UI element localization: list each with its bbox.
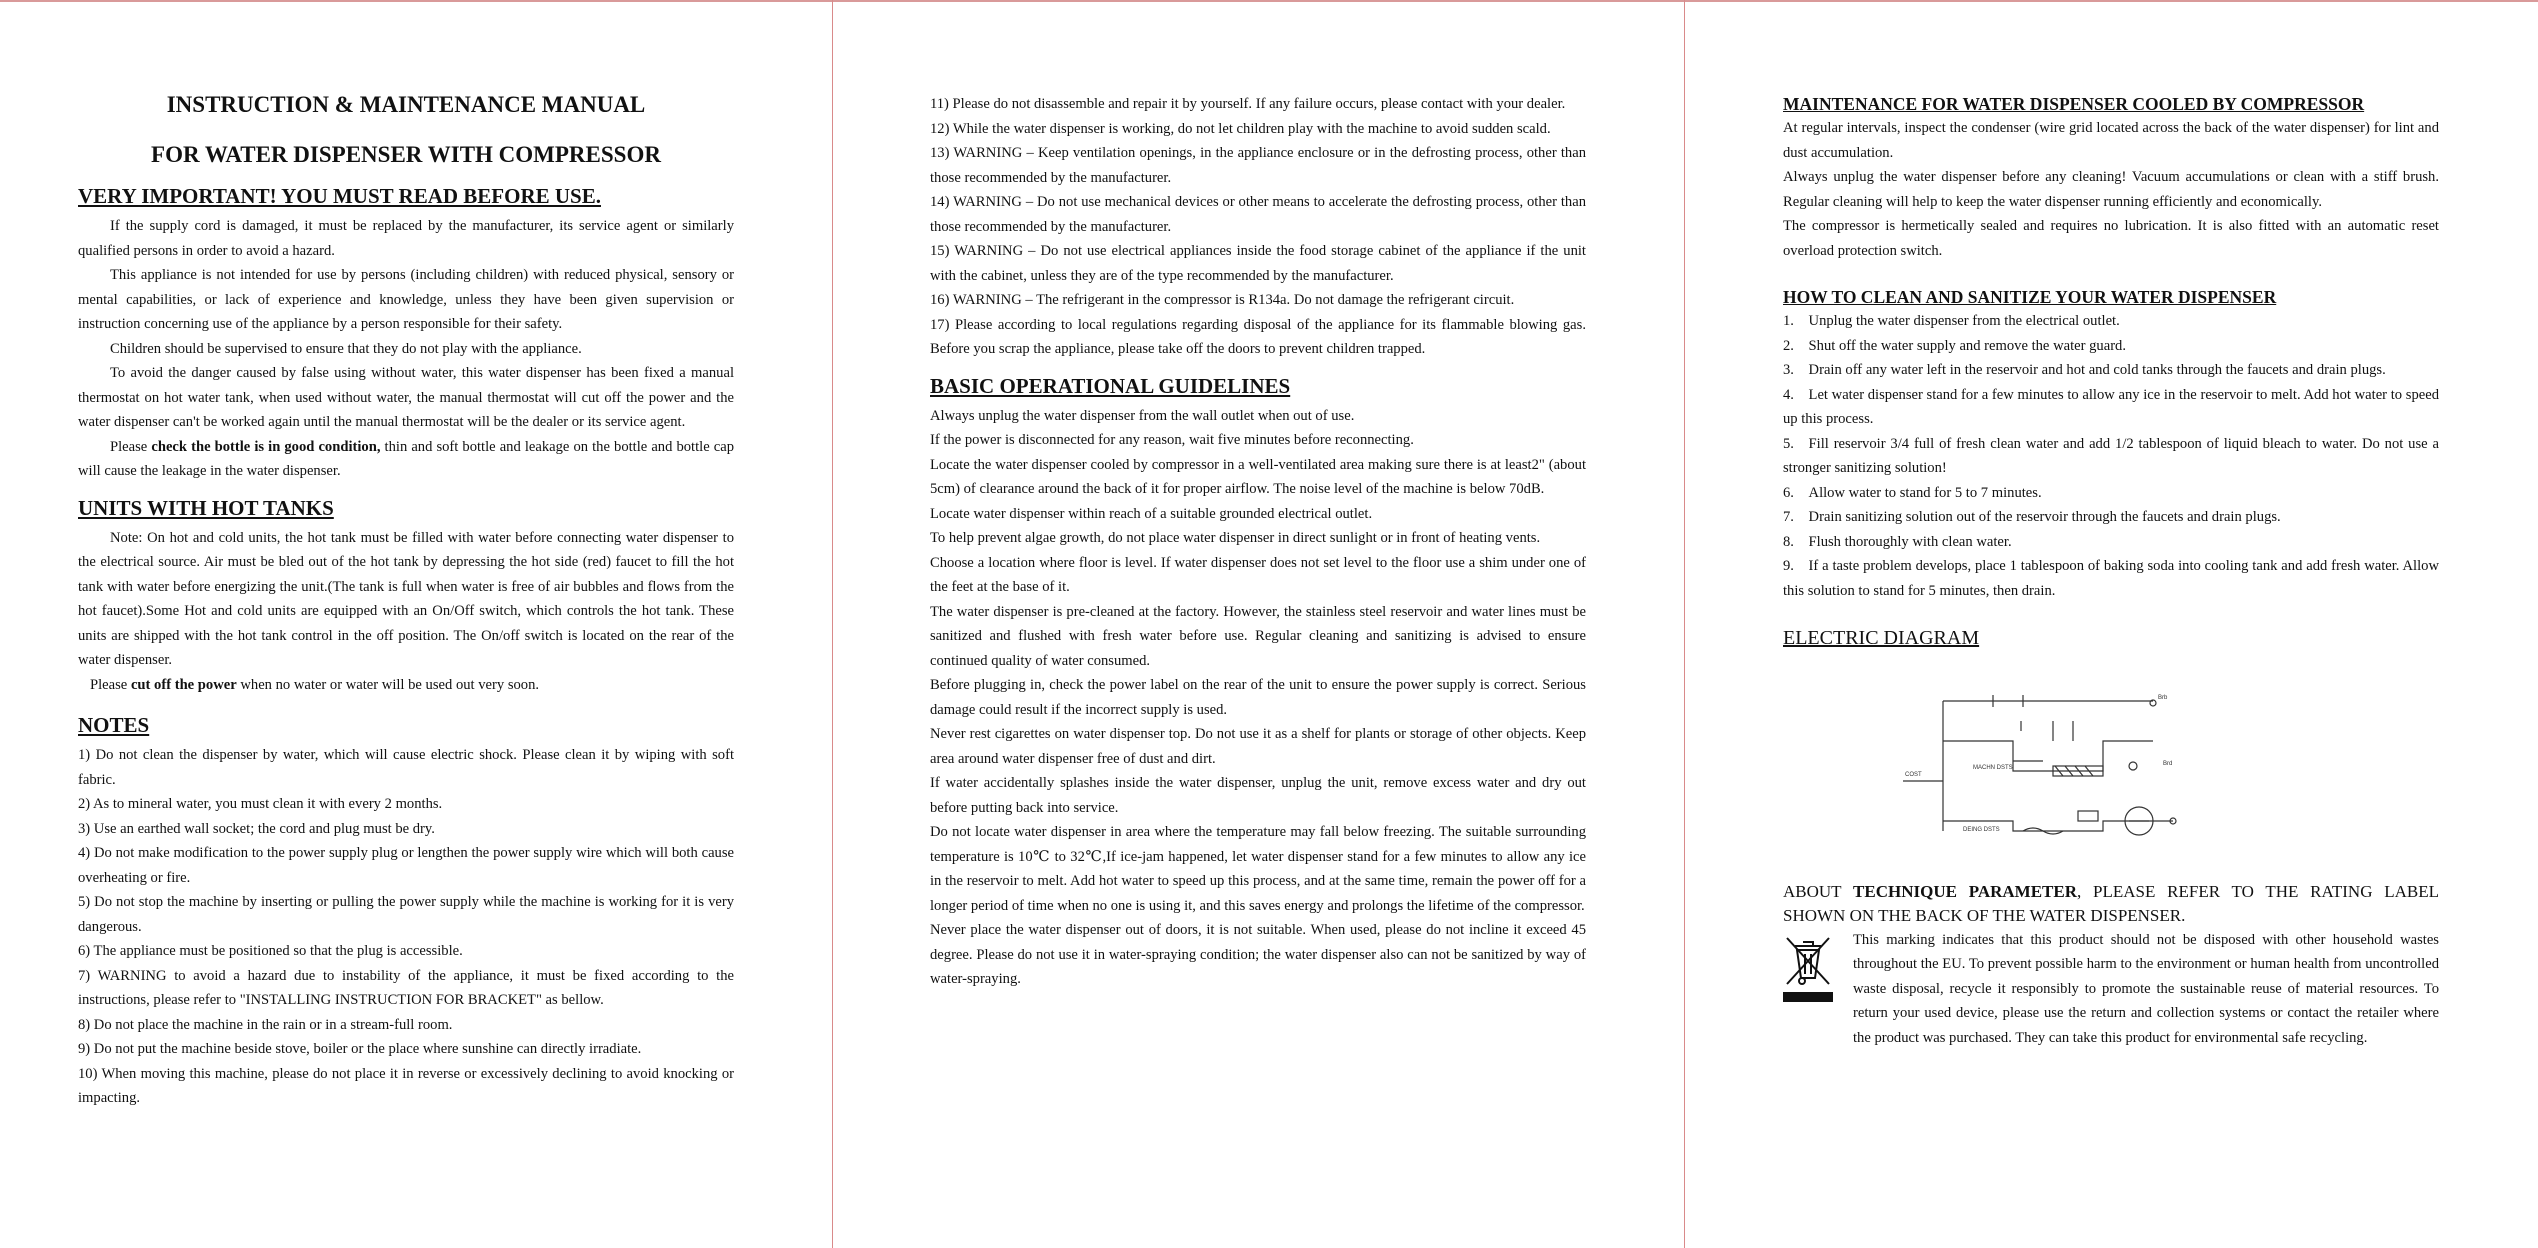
weee-text: This marking indicates that this product should not be disposed with other household wastes throughout the EU. To prevent possible harm to the environment or human health from uncontrolled waste disposal, recycle it responsibly to promote the sustainable reuse of material resources. To return your used device, please use the return and collection systems or contact the retailer where the product was purchased. They can take this product for environmental safe recycling. bbox=[1853, 931, 2439, 1046]
note-item: 8) Do not place the machine in the rain or in a stream-full room. bbox=[78, 1016, 453, 1033]
guideline-paragraph: If water accidentally splashes inside the water dispenser, unplug the unit, remove excess water and dry out before putting back into service. bbox=[930, 775, 1586, 816]
maintenance-paragraph: At regular intervals, inspect the condenser (wire grid located across the back of the water dispenser) for lint and dust accumulation. bbox=[1783, 120, 2439, 161]
page-divider-1 bbox=[832, 0, 833, 1248]
note-item: 9) Do not put the machine beside stove, boiler or the place where sunshine can directly irradiate. bbox=[78, 1041, 642, 1057]
note-item: 2) As to mineral water, you must clean it with every 2 months. bbox=[78, 796, 443, 812]
note-item: 11) Please do not disassemble and repair it by yourself. If any failure occurs, please contact with your dealer. bbox=[930, 96, 1566, 112]
note-item: 4) Do not make modification to the power supply plug or lengthen the power supply wire which will both cause overheating or fire. bbox=[78, 845, 734, 886]
clean-step: 3. Drain off any water left in the reservoir and hot and cold tanks through the faucets and drain plugs. bbox=[1783, 362, 2386, 378]
note-item: 12) While the water dispenser is working, do not let children play with the machine to avoid sudden scald. bbox=[930, 120, 1551, 137]
guideline-paragraph: Always unplug the water dispenser from the wall outlet when out of use. bbox=[930, 407, 1355, 424]
note-item: 6) The appliance must be positioned so that the plug is accessible. bbox=[78, 943, 463, 959]
important-paragraphs bbox=[78, 214, 734, 435]
note-item: 1) Do not clean the dispenser by water, which will cause electric shock. Please clean it by wiping with soft fabric. bbox=[78, 747, 734, 788]
check-bottle-paragraph: Please check the bottle is in good condition, thin and soft bottle and leakage on the bottle and bottle cap will cause the leakage in the water dispenser. bbox=[78, 438, 735, 479]
maintenance-paragraphs bbox=[1783, 116, 2439, 263]
svg-text:Brb: Brb bbox=[2158, 695, 2168, 701]
important-paragraph: Children should be supervised to ensure that they do not play with the appliance. bbox=[110, 340, 582, 357]
important-paragraph: To avoid the danger caused by false using without water, this water dispenser has been fixed a manual thermostat on hot water tank, when used without water, the manual thermostat will cut off the power and the water dispenser can't be worked again until the manual thermostat will be the dealer or its service agent. bbox=[78, 365, 734, 430]
cut-off-paragraph: Please cut off the power when no water or water will be used out very soon. bbox=[90, 676, 540, 693]
manual-title-line2: FOR WATER DISPENSER WITH COMPRESSOR bbox=[151, 142, 661, 167]
maintenance-heading: MAINTENANCE FOR WATER DISPENSER COOLED BY COMPRESSOR bbox=[1783, 94, 2365, 114]
svg-text:COST: COST bbox=[1905, 772, 1922, 778]
svg-text:MACHN DSTS: MACHN DSTS bbox=[1973, 765, 2013, 771]
clean-step: 4. Let water dispenser stand for a few minutes to allow any ice in the reservoir to melt. Add hot water to speed up this process. bbox=[1783, 386, 2439, 427]
note-item: 17) Please according to local regulations regarding disposal of the appliance for its flammable blowing gas. Before you scrap the appliance, please take off the doors to prevent children trapped. bbox=[930, 316, 1586, 357]
note-item: 16) WARNING – The refrigerant in the compressor is R134a. Do not damage the refrigerant circuit. bbox=[930, 292, 1515, 308]
basic-guidelines-list bbox=[930, 404, 1586, 992]
note-item: 13) WARNING – Keep ventilation openings, in the appliance enclosure or in the defrosting process, other than those recommended by the manufacturer. bbox=[930, 145, 1586, 186]
guideline-paragraph: If the power is disconnected for any reason, wait five minutes before reconnecting. bbox=[930, 432, 1414, 448]
note-item: 7) WARNING to avoid a hazard due to instability of the appliance, it must be fixed according to the instructions, please refer to "INSTALLING INSTRUCTION FOR BRACKET" as bellow. bbox=[78, 967, 734, 1008]
notes-continued-list bbox=[930, 92, 1586, 362]
guideline-paragraph: Do not locate water dispenser in area where the temperature may fall below freezing. The suitable surrounding temperature is 10℃ to 32℃,If ice-jam happened, let water dispenser stand for a few minutes to allow any ice in the reservoir to melt. Add hot water to speed up this process, and at the same time, remain the power off for a longer period of time when no one is using it, and this saves energy and prolongs the lifetime of the compressor. bbox=[930, 824, 1586, 914]
maintenance-paragraph: Always unplug the water dispenser before any cleaning! Vacuum accumulations or clean with a stiff brush. Regular cleaning will help to keep the water dispenser running efficiently and economically. bbox=[1783, 169, 2439, 210]
guideline-paragraph: Locate the water dispenser cooled by compressor in a well-ventilated area making sure there is at least2" (about 5cm) of clearance around the back of it for proper airflow. The noise level of the machine is below 70dB. bbox=[930, 456, 1586, 497]
crossed-out-bin-icon bbox=[1783, 932, 1833, 1004]
technique-parameter-note: ABOUT TECHNIQUE PARAMETER, PLEASE REFER TO THE RATING LABEL SHOWN ON THE BACK OF THE WATER DISPENSER. bbox=[1783, 881, 2440, 925]
guideline-paragraph: Never rest cigarettes on water dispenser top. Do not use it as a shelf for plants or storage of other objects. Keep area around water dispenser free of dust and dirt. bbox=[930, 726, 1586, 767]
clean-heading: HOW TO CLEAN AND SANITIZE YOUR WATER DISPENSER bbox=[1783, 287, 2277, 307]
clean-step: 9. If a taste problem develops, place 1 tablespoon of baking soda into cooling tank and add fresh water. Allow this solution to stand for 5 minutes, then drain. bbox=[1783, 558, 2439, 599]
electric-diagram-heading: ELECTRIC DIAGRAM bbox=[1783, 627, 1980, 649]
clean-step: 8. Flush thoroughly with clean water. bbox=[1783, 533, 2012, 550]
clean-step: 5. Fill reservoir 3/4 full of fresh clean water and add 1/2 tablespoon of liquid bleach to water. Do not use a stronger sanitizing solution! bbox=[1783, 435, 2439, 476]
important-paragraph: This appliance is not intended for use by persons (including children) with reduced physical, sensory or mental capabilities, or lack of experience and knowledge, unless they have been given supervision or instruction concerning use of the appliance by a person responsible for their safety. bbox=[78, 267, 734, 332]
maintenance-paragraph: The compressor is hermetically sealed and requires no lubrication. It is also fitted with an automatic reset overload protection switch. bbox=[1783, 218, 2439, 259]
guideline-paragraph: Choose a location where floor is level. If water dispenser does not set level to the floor use a shim under one of the feet at the base of it. bbox=[930, 554, 1586, 595]
hot-tanks-note: Note: On hot and cold units, the hot tank must be filled with water before connecting water dispenser to the electrical source. Air must be bled out of the hot tank by depressing the hot side (red) faucet to fill the hot tank with water before energizing the unit.(The tank is full when water is free of air bubbles and flows from the hot faucet).Some Hot and cold units are equipped with an On/Off switch, which controls the hot tank. These units are shipped with the hot tank control in the off position. The On/off switch is located on the rear of the water dispenser. bbox=[78, 529, 734, 668]
weee-disposal-notice bbox=[1783, 928, 2439, 1051]
manual-title-line1: INSTRUCTION & MAINTENANCE MANUAL bbox=[166, 92, 646, 117]
page-top-border bbox=[0, 0, 2538, 2]
note-item: 15) WARNING – Do not use electrical appliances inside the food storage cabinet of the appliance if the unit with the cabinet, unless they are of the type recommended by the manufacturer. bbox=[930, 243, 1586, 284]
hot-tanks-heading: UNITS WITH HOT TANKS bbox=[78, 495, 334, 520]
guideline-paragraph: Before plugging in, check the power label on the rear of the unit to ensure the power supply is correct. Serious damage could result if the incorrect supply is used. bbox=[930, 677, 1586, 718]
important-paragraph: If the supply cord is damaged, it must be replaced by the manufacturer, its service agent or similarly qualified persons in order to avoid a hazard. bbox=[78, 218, 734, 259]
note-item: 3) Use an earthed wall socket; the cord and plug must be dry. bbox=[78, 820, 435, 837]
svg-text:Brd: Brd bbox=[2163, 761, 2173, 767]
electric-diagram-figure bbox=[1903, 681, 2243, 861]
guideline-paragraph: Locate water dispenser within reach of a suitable grounded electrical outlet. bbox=[930, 505, 1373, 522]
clean-step: 2. Shut off the water supply and remove the water guard. bbox=[1783, 337, 2126, 354]
guideline-paragraph: To help prevent algae growth, do not place water dispenser in direct sunlight or in front of heating vents. bbox=[930, 530, 1541, 546]
clean-step: 7. Drain sanitizing solution out of the reservoir through the faucets and drain plugs. bbox=[1783, 509, 2281, 525]
svg-text:DEING DSTS: DEING DSTS bbox=[1963, 827, 2000, 833]
notes-list bbox=[78, 743, 734, 1111]
guideline-paragraph: The water dispenser is pre-cleaned at the factory. However, the stainless steel reservoir and water lines must be sanitized and flushed with fresh water before use. Regular cleaning and sanitizing is advised to ensure continued quality of water consumed. bbox=[930, 603, 1586, 669]
note-item: 10) When moving this machine, please do not place it in reverse or excessively declining to avoid knocking or impacting. bbox=[78, 1065, 734, 1106]
basic-guidelines-heading: BASIC OPERATIONAL GUIDELINES bbox=[930, 373, 1291, 398]
important-heading: VERY IMPORTANT! YOU MUST READ BEFORE USE. bbox=[78, 184, 601, 208]
note-item: 14) WARNING – Do not use mechanical devices or other means to accelerate the defrosting process, other than those recommended by the manufacturer. bbox=[930, 194, 1586, 235]
page-divider-2 bbox=[1684, 0, 1685, 1248]
page-column-1 bbox=[78, 88, 734, 1111]
page-column-2 bbox=[930, 92, 1586, 992]
clean-steps-list bbox=[1783, 309, 2439, 603]
note-item: 5) Do not stop the machine by inserting or pulling the power supply while the machine is working for it is very dangerous. bbox=[78, 894, 734, 935]
clean-step: 1. Unplug the water dispenser from the electrical outlet. bbox=[1783, 313, 2120, 329]
guideline-paragraph: Never place the water dispenser out of doors, it is not suitable. When used, please do not incline it exceed 45 degree. Please do not use it in water-spraying condition; the water dispenser also can not be sanitized by way of water-spraying. bbox=[930, 922, 1586, 987]
clean-step: 6. Allow water to stand for 5 to 7 minutes. bbox=[1783, 484, 2042, 501]
notes-heading: NOTES bbox=[78, 713, 150, 737]
page-column-3 bbox=[1783, 92, 2439, 1050]
